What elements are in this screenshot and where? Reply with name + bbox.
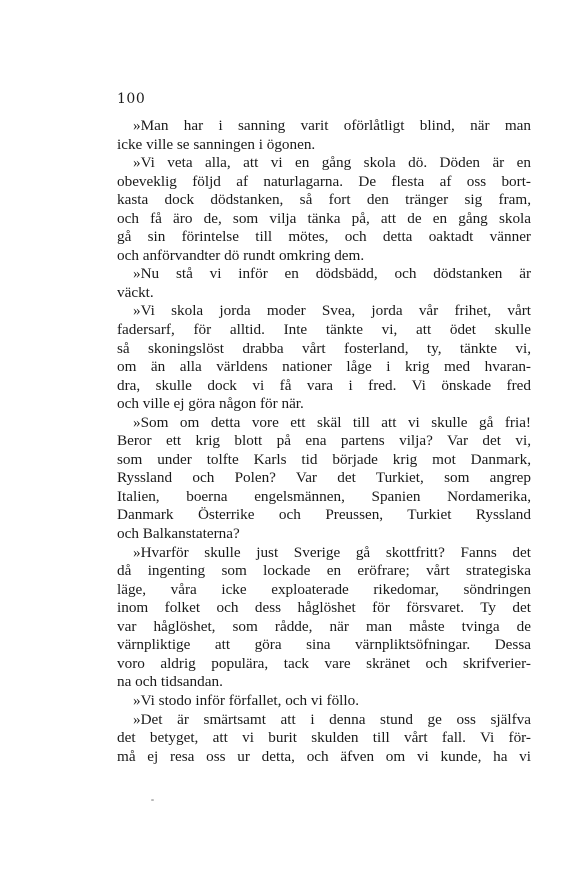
text-line: var håglöshet, som rådde, när man måste tvinga de	[117, 617, 531, 635]
text-line: må ej resa oss ur detta, och äfven om vi kunde, ha vi	[117, 747, 531, 765]
text-line: »Hvarför skulle just Sverige gå skottfritt? Fanns det	[133, 543, 531, 561]
text-line: som under tolfte Karls tid började krig mot Danmark,	[117, 450, 531, 468]
text-line: gå sin förintelse till mötes, och detta oaktadt vänner	[117, 228, 531, 246]
text-line: »Det är smärtsamt att i denna stund ge oss själfva	[133, 710, 531, 728]
text-line: Beror ett krig blott på ena partens vilja? Var det vi,	[117, 432, 531, 450]
text-line: inom folket och dess håglöshet för försvaret. Ty det	[117, 599, 531, 617]
text-line: icke ville se sanningen i ögonen.	[117, 135, 316, 153]
text-line: Ryssland och Polen? Var det Turkiet, som angrep	[117, 469, 531, 487]
text-line: »Vi veta alla, att vi en gång skola dö. Döden är en	[133, 154, 531, 172]
text-line: fadersarf, för alltid. Inte tänkte vi, att ödet skulle	[117, 321, 531, 339]
text-line: så skoningslöst drabba vårt fosterland, ty, tänkte vi,	[117, 339, 531, 357]
text-line: och få äro de, som vilja tänka på, att de en gång skola	[117, 209, 531, 227]
text-line: om än alla världens nationer låge i krig med hvaran-	[117, 358, 531, 376]
paper-speck	[151, 799, 154, 801]
text-line: då ingenting som lockade en eröfrare; vårt strategiska	[117, 562, 531, 580]
body-text	[117, 117, 531, 766]
text-line: »Nu stå vi inför en dödsbädd, och dödstanken är	[133, 265, 531, 283]
text-line: voro aldrig populära, tack vare skränet och skrifverier-	[117, 654, 531, 672]
page-number: 100	[117, 91, 146, 107]
text-line: obeveklig följd af naturlagarna. De flesta af oss bort-	[117, 172, 531, 190]
text-line: Italien, boerna engelsmännen, Spanien Nordamerika,	[117, 487, 531, 505]
text-line: na och tidsandan.	[117, 673, 223, 691]
text-line: och ville ej göra någon för när.	[117, 395, 304, 413]
text-line: läge, våra icke exploaterade rikedomar, söndringen	[117, 580, 531, 598]
text-line: Danmark Österrike och Preussen, Turkiet Ryssland	[117, 506, 531, 524]
text-line: »Som om detta vore ett skäl till att vi skulle gå fria!	[133, 413, 531, 431]
text-line: »Man har i sanning varit oförlåtligt blind, när man	[133, 117, 531, 134]
text-line: »Vi stodo inför förfallet, och vi föllo.	[133, 691, 360, 709]
text-line: »Vi skola jorda moder Svea, jorda vår frihet, vårt	[133, 302, 531, 320]
text-line: värnpliktige att göra sina värnpliktsöfningar. Dessa	[117, 636, 531, 654]
text-line: kasta dock dödstanken, så fort den tränger sig fram,	[117, 191, 531, 209]
text-line: och Balkanstaterna?	[117, 525, 240, 543]
text-line: väckt.	[117, 283, 154, 301]
text-line: det betyget, att vi burit skulden till vårt fall. Vi för-	[117, 729, 531, 747]
text-line: och anförvandter dö rundt omkring dem.	[117, 246, 365, 264]
text-line: dra, skulle dock vi få vara i fred. Vi önskade fred	[117, 376, 531, 394]
